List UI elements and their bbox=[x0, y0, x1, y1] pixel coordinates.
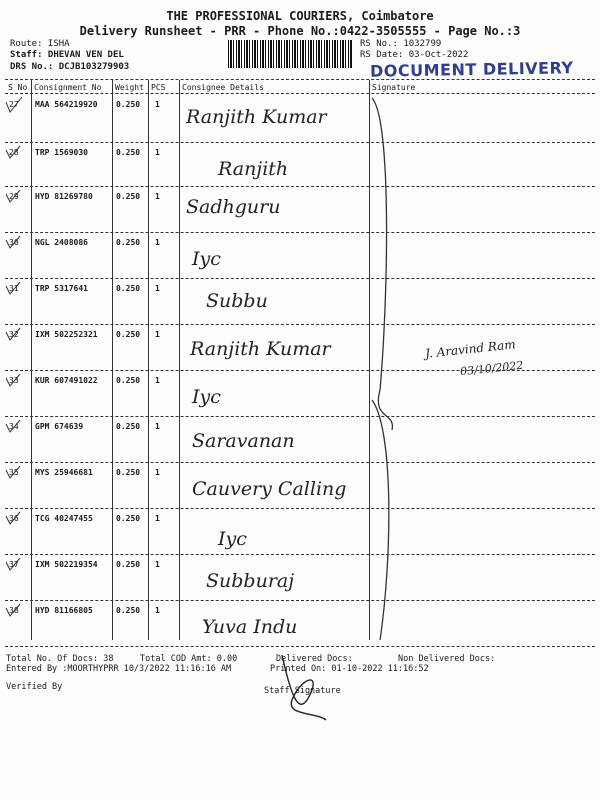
row-pcs: 1 bbox=[155, 100, 160, 109]
row-weight: 0.250 bbox=[116, 560, 141, 569]
tick-mark bbox=[6, 374, 20, 386]
row-sno: 37 bbox=[9, 560, 19, 569]
company-title: THE PROFESSIONAL COURIERS, Coimbatore bbox=[166, 9, 434, 23]
row-consignment: TCG 40247455 bbox=[35, 514, 93, 523]
row-sno: 33 bbox=[9, 376, 19, 385]
row-signature: Yuva Indu bbox=[202, 616, 298, 638]
row-pcs: 1 bbox=[155, 284, 160, 293]
route-label: Route: ISHA bbox=[10, 39, 70, 49]
row-signature: Saravanan bbox=[192, 430, 295, 452]
tick-mark bbox=[6, 236, 20, 248]
tick-mark bbox=[6, 558, 20, 570]
row-consignment: IXM 502252321 bbox=[35, 330, 98, 339]
row-signature: Iyc bbox=[192, 386, 221, 408]
row-signature: Iyc bbox=[218, 528, 247, 550]
row-signature: Ranjith Kumar bbox=[190, 338, 331, 360]
col-consignment: Consignment No bbox=[34, 83, 102, 92]
row-pcs: 1 bbox=[155, 238, 160, 247]
printed-on: Printed On: 01-10-2022 11:16:52 bbox=[270, 664, 429, 674]
row-weight: 0.250 bbox=[116, 148, 141, 157]
row-consignment: MAA 564219920 bbox=[35, 100, 98, 109]
receiver-name-note: J. Aravind Ram bbox=[424, 337, 517, 361]
total-docs: Total No. Of Docs: 38 bbox=[6, 654, 114, 664]
document-delivery-stamp: DOCUMENT DELIVERY bbox=[369, 58, 574, 81]
row-signature: Ranjith bbox=[218, 158, 289, 180]
row-sno: 29 bbox=[9, 192, 19, 201]
row-consignment: HYD 81269780 bbox=[35, 192, 93, 201]
row-pcs: 1 bbox=[155, 330, 160, 339]
row-weight: 0.250 bbox=[116, 330, 141, 339]
tick-mark bbox=[6, 512, 20, 524]
verified-by: Verified By bbox=[6, 682, 63, 692]
row-consignment: TRP 1569030 bbox=[35, 148, 88, 157]
row-consignment: NGL 2408086 bbox=[35, 238, 88, 247]
runsheet-subtitle: Delivery Runsheet - PRR - Phone No.:0422-3505555 - Page No.:3 bbox=[79, 24, 521, 38]
row-pcs: 1 bbox=[155, 514, 160, 523]
non-delivered-docs: Non Delivered Docs: bbox=[398, 654, 496, 664]
row-pcs: 1 bbox=[155, 606, 160, 615]
tick-mark bbox=[6, 604, 20, 616]
bracket-stroke bbox=[372, 98, 392, 430]
row-sno: 35 bbox=[9, 468, 19, 477]
tick-mark bbox=[6, 190, 20, 202]
tick-mark bbox=[6, 466, 20, 478]
row-weight: 0.250 bbox=[116, 238, 141, 247]
rs-number: RS No.: 1032799 bbox=[360, 39, 442, 49]
tick-mark bbox=[6, 282, 20, 294]
row-sno: 27 bbox=[9, 100, 19, 109]
row-sno: 28 bbox=[9, 148, 19, 157]
delivered-docs: Delivered Docs: bbox=[276, 654, 353, 664]
row-consignment: IXM 502219354 bbox=[35, 560, 98, 569]
row-signature: Cauvery Calling bbox=[192, 478, 347, 500]
row-consignment: HYD 81166805 bbox=[35, 606, 93, 615]
staff-signature-label: Staff Signature bbox=[264, 686, 341, 696]
tick-mark bbox=[6, 97, 22, 112]
entered-by: Entered By :MOORTHYPRR 10/3/2022 11:16:16 AM bbox=[6, 664, 232, 674]
row-signature: Subbu bbox=[206, 290, 268, 312]
row-weight: 0.250 bbox=[116, 376, 141, 385]
tick-mark bbox=[6, 146, 20, 158]
row-weight: 0.250 bbox=[116, 284, 141, 293]
col-consignee: Consignee Details bbox=[182, 83, 264, 92]
rs-date: RS Date: 03-Oct-2022 bbox=[360, 50, 469, 60]
staff-label: Staff: DHEVAN VEN DEL bbox=[10, 50, 124, 60]
row-signature: Ranjith Kumar bbox=[186, 106, 327, 128]
bracket-stroke bbox=[372, 400, 389, 640]
row-pcs: 1 bbox=[155, 148, 160, 157]
row-consignment: MYS 25946681 bbox=[35, 468, 93, 477]
row-weight: 0.250 bbox=[116, 100, 141, 109]
total-cod: Total COD Amt: 0.00 bbox=[140, 654, 238, 664]
col-sno: S No bbox=[8, 83, 28, 92]
row-sno: 31 bbox=[9, 284, 19, 293]
row-pcs: 1 bbox=[155, 376, 160, 385]
row-sno: 32 bbox=[9, 330, 19, 339]
row-weight: 0.250 bbox=[116, 192, 141, 201]
row-pcs: 1 bbox=[155, 192, 160, 201]
row-consignment: KUR 607491022 bbox=[35, 376, 98, 385]
row-sno: 30 bbox=[9, 238, 19, 247]
col-weight: Weight bbox=[115, 83, 144, 92]
col-signature: Signature bbox=[372, 83, 416, 92]
row-pcs: 1 bbox=[155, 422, 160, 431]
tick-mark bbox=[6, 328, 20, 340]
row-weight: 0.250 bbox=[116, 606, 141, 615]
receiver-date-note: 03/10/2022 bbox=[459, 358, 524, 379]
row-pcs: 1 bbox=[155, 560, 160, 569]
row-sno: 38 bbox=[9, 606, 19, 615]
row-weight: 0.250 bbox=[116, 468, 141, 477]
row-signature: Subburaj bbox=[206, 570, 295, 592]
tick-mark bbox=[6, 420, 20, 432]
row-weight: 0.250 bbox=[116, 422, 141, 431]
row-signature: Iyc bbox=[192, 248, 221, 270]
row-pcs: 1 bbox=[155, 468, 160, 477]
row-sno: 34 bbox=[9, 422, 19, 431]
col-pcs: PCS bbox=[151, 83, 166, 92]
row-weight: 0.250 bbox=[116, 514, 141, 523]
row-signature: Sadhguru bbox=[186, 196, 281, 218]
row-consignment: TRP 5317641 bbox=[35, 284, 88, 293]
row-consignment: GPM 674639 bbox=[35, 422, 84, 431]
drs-number: DRS No.: DCJB103279903 bbox=[10, 62, 130, 72]
row-sno: 36 bbox=[9, 514, 19, 523]
